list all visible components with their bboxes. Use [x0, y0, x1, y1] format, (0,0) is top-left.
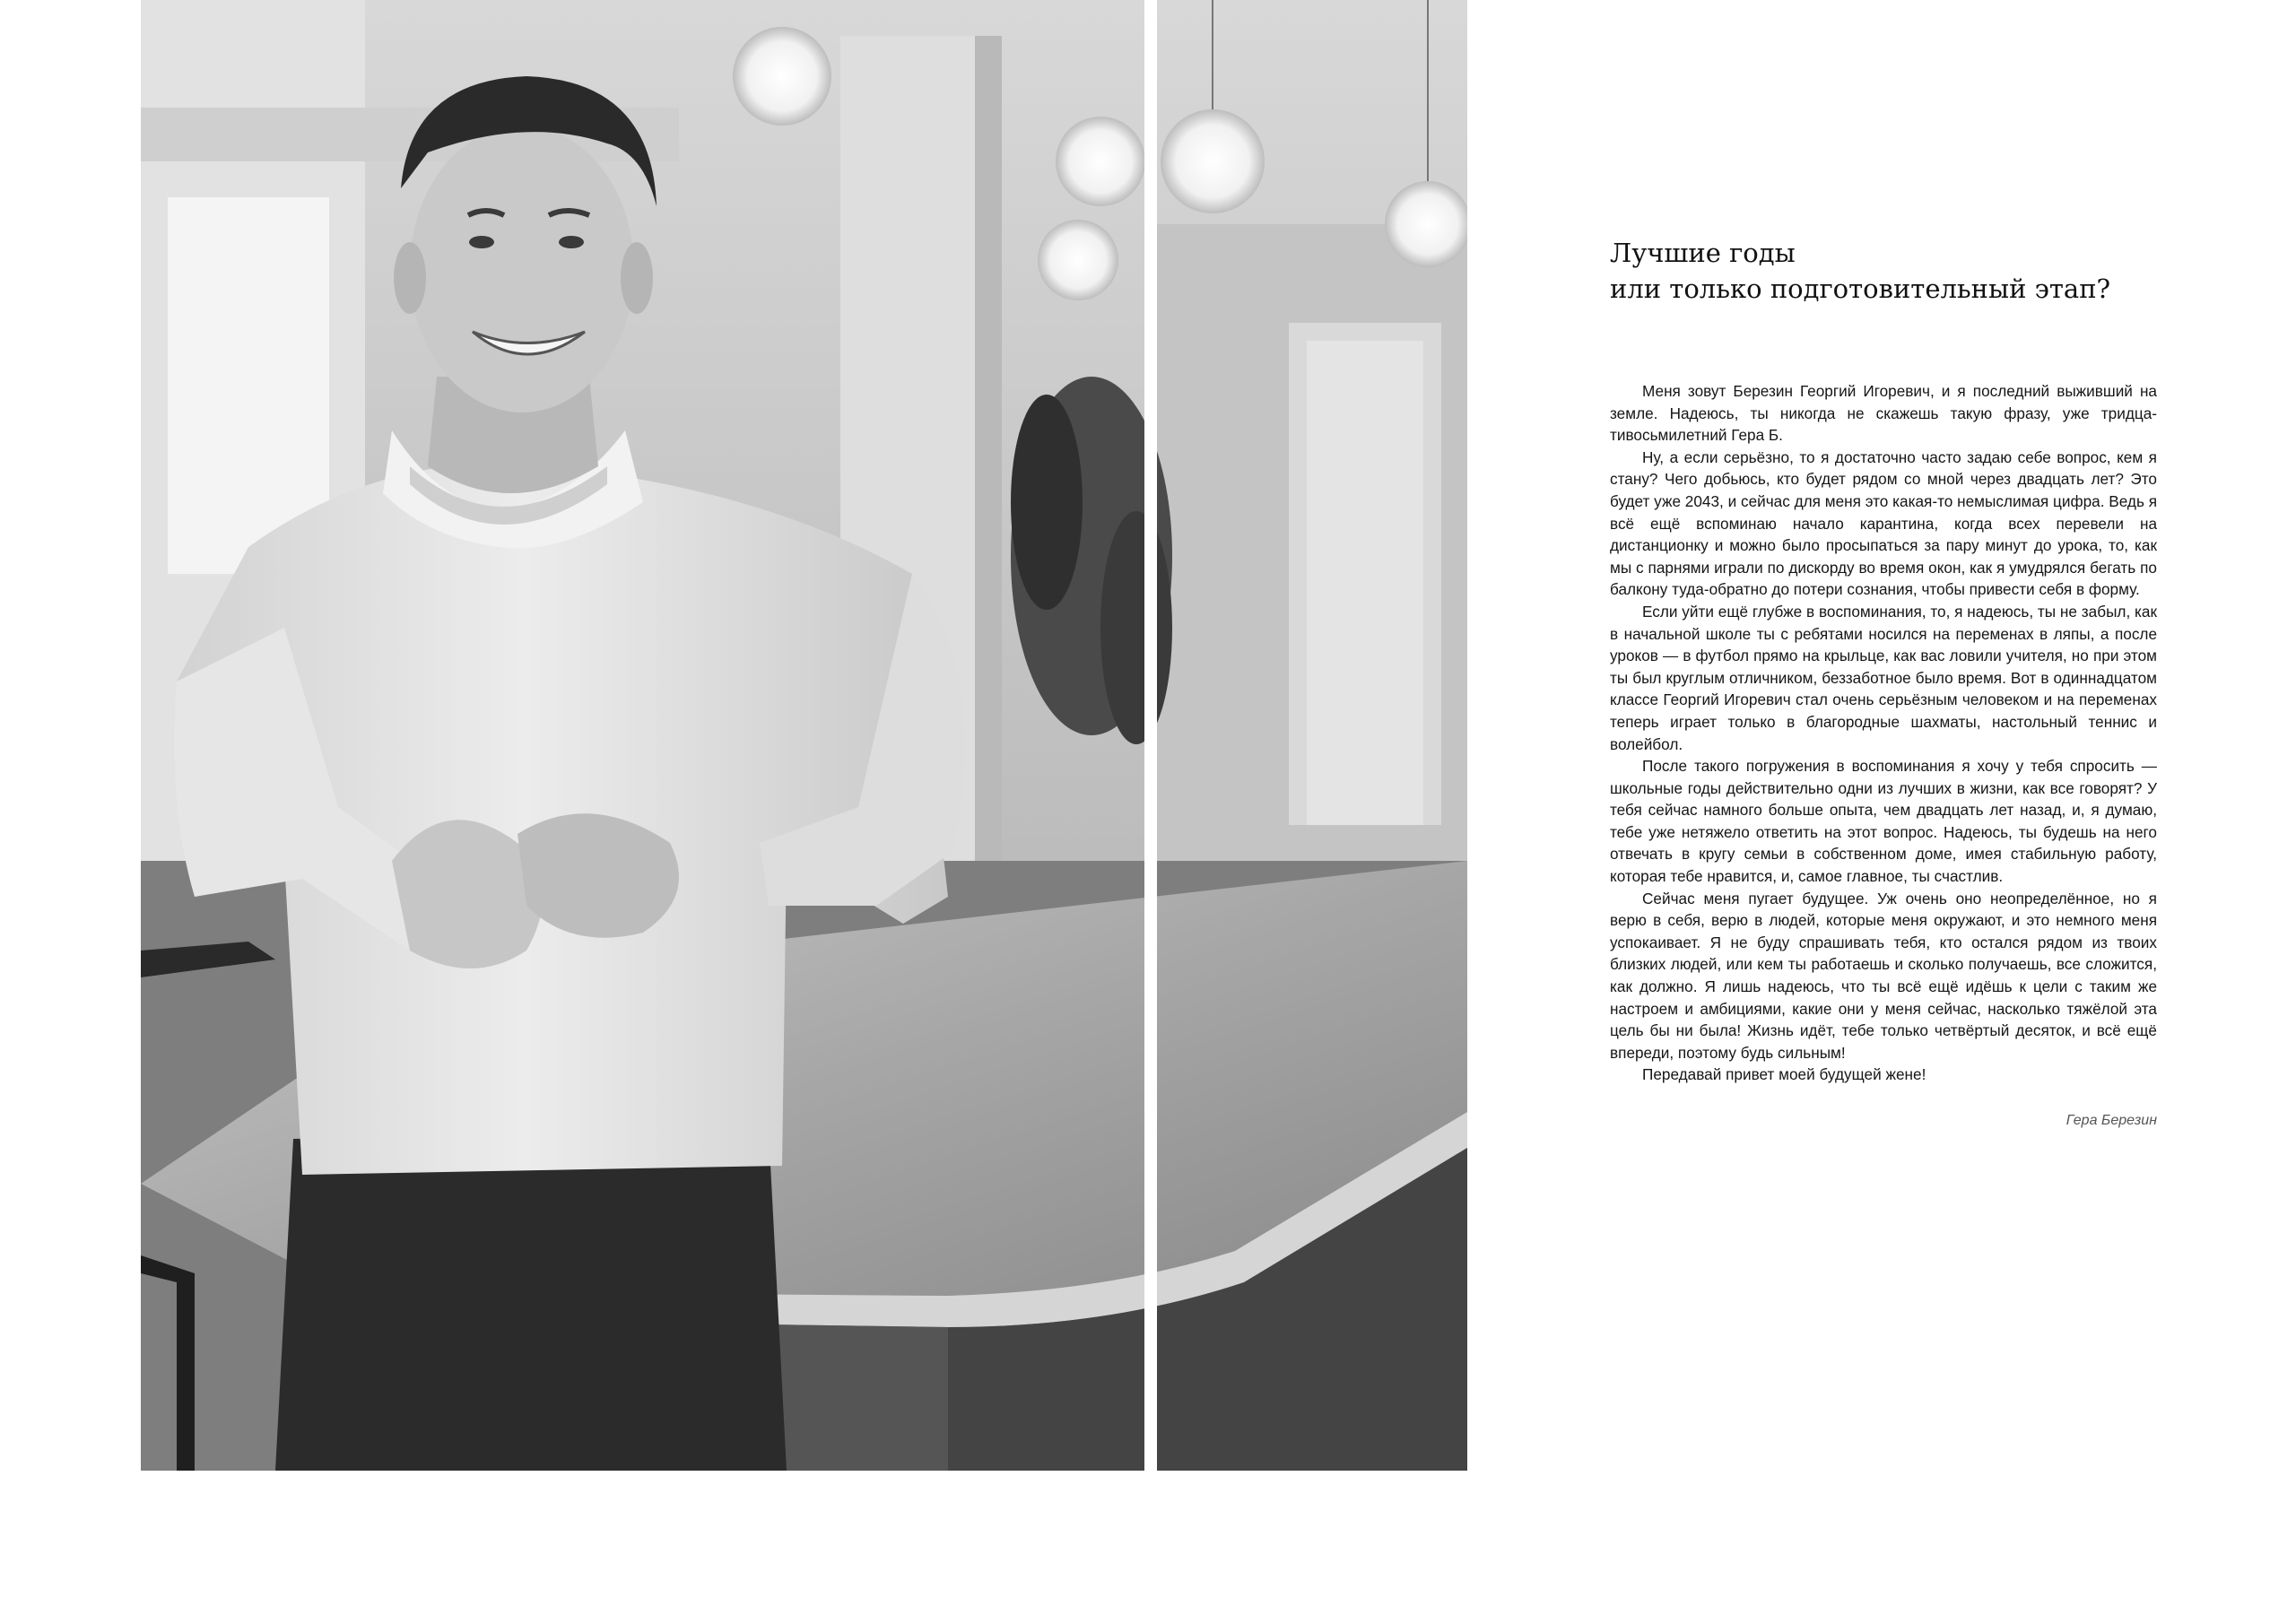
article-paragraph: Сейчас меня пугает будущее. Уж очень оно неопределённое, но я верю в себя, верю в людей, которые меня окружают, и это немного меня успокаивает. Я не буду спрашивать тебя, кто остался рядом из твоих близких людей, или кем ты работаешь и сколько получаешь, все сложится, как должно. Я лишь надеюсь, что ты всё ещё идёшь к цели с таким же настроем и амбициями, какие они у меня сейчас, насколько тяжёлой эта цель бы ни была! Жизнь идёт, тебе только четвёртый десяток, и всё ещё впереди, поэтому будь сильным!: [1610, 889, 2157, 1062]
article-paragraph: Если уйти ещё глубже в воспоминания, то, я надеюсь, ты не забыл, как в начальной школе ты с ребятами носился на переменах в ляпы, а после уроков — в футбол прямо на крыльце, как вас ловили учителя, но при этом ты был круглым отличником, беззаботное было время. Вот в одиннадцатом классе Георгий Игоревич стал очень серьёзным человеком и на переменах теперь играет только в благородные шахматы, настольный теннис и волейбол.: [1610, 602, 2157, 753]
article-paragraph: Ну, а если серьёзно, то я достаточно часто задаю себе вопрос, кем я стану? Чего добьюсь, кто будет рядом со мной через двадцать лет? Это будет уже 2043, и сейчас для меня это какая-то немыслимая цифра. Ведь я всё ещё вспоминаю начало карантина, когда всех перевели на дистанционку и можно было просыпаться за пару минут до урока, то, как мы с парнями играли по дискорду во время окон, как я умудрялся бегать по балкону туда-обратно до потери сознания, чтобы привести себя в форму.: [1610, 447, 2157, 599]
page-gutter: [1144, 0, 1157, 1471]
article: [1610, 235, 2157, 1129]
article-title-line-1: Лучшие годы: [1610, 238, 1796, 268]
portrait-photo: [141, 0, 1467, 1471]
article-body: [1610, 380, 2157, 1086]
article-paragraph: После такого погружения в воспоминания я хочу у тебя спросить — школьные годы действительно одни из лучших в жизни, как все говорят? У тебя сейчас намного больше опыта, чем двадцать лет назад, и, я думаю, тебе уже нетяжело ответить на этот вопрос. Надеюсь, ты будешь на него отвечать в кругу семьи в собственном доме, имея стабильную работу, которая тебе нравится, и, самое главное, ты счастлив.: [1610, 757, 2157, 886]
article-paragraph: Передавай привет моей будущей жене!: [1642, 1065, 1926, 1084]
author-signature: Гера Березин: [2066, 1113, 2157, 1128]
article-paragraph: Меня зовут Березин Георгий Игоревич, и я последний выживший на земле. Надеюсь, ты никогда не скажешь такую фразу, уже тридцативосьмилетний Гера Б.: [1610, 382, 2157, 445]
article-title: [1610, 235, 2157, 307]
article-title-line-2: или только подготовительный этап?: [1610, 274, 2111, 304]
